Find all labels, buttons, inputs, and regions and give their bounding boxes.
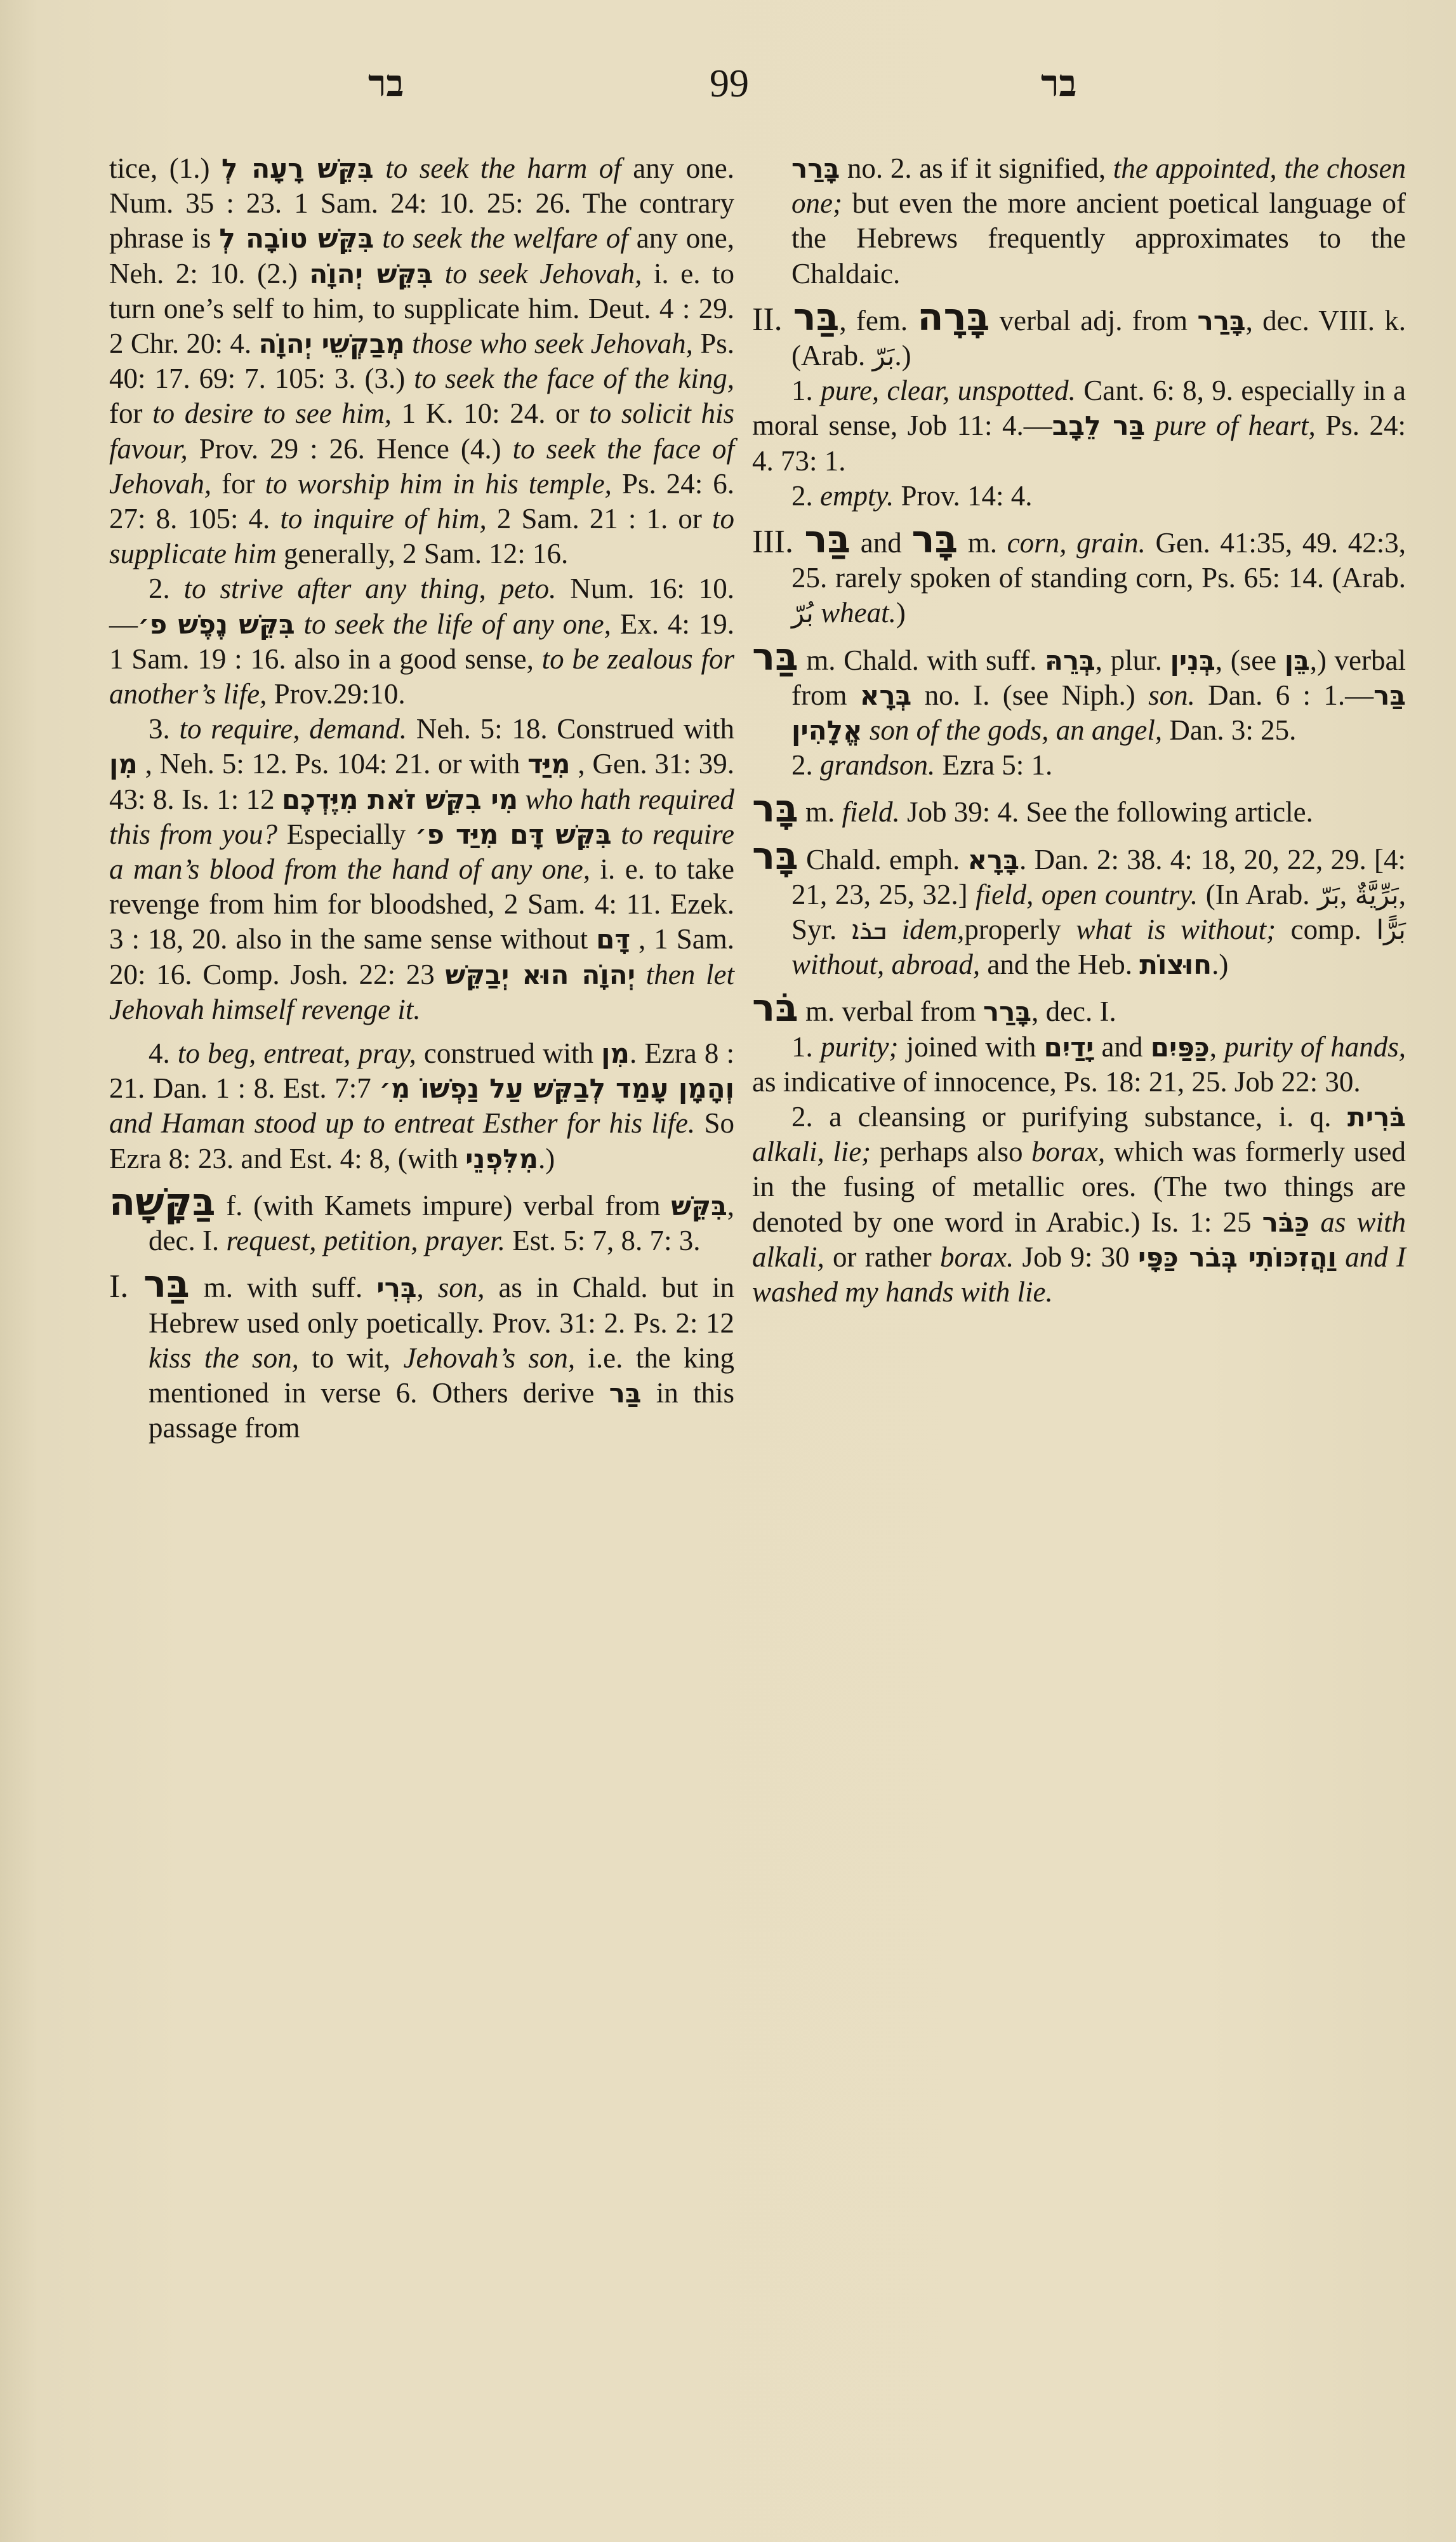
hebrew-word: בִּקֵּשׁ דָּם מִיַּד פ׳	[414, 818, 612, 850]
hebrew-headword: בַּר	[804, 517, 851, 562]
italic-gloss: borax.	[940, 1241, 1014, 1273]
italic-gloss: to seek the life of any one,	[295, 608, 611, 640]
text-run: perhaps also	[871, 1136, 1031, 1168]
italic-gloss: who hath required this from you?	[109, 783, 734, 850]
entry-continuation-bikkesh-sense-1	[109, 151, 734, 571]
italic-gloss: pure of heart,	[1145, 409, 1316, 442]
text-run: Num. 16: 10.—	[109, 573, 734, 640]
text-run: for	[211, 467, 265, 500]
entry-bakkashah	[109, 1180, 734, 1258]
italic-gloss: grandson.	[820, 749, 936, 782]
bor-sense-1	[752, 1030, 1406, 1100]
text-run: 2.	[149, 573, 184, 605]
text-run: So Ezra 8: 23. and Est. 4: 8, (with	[109, 1107, 734, 1175]
text-run: and the Heb.	[980, 948, 1140, 981]
hebrew-word: וְהָמָן עָמַד לְבַקֵּשׁ עַל נַפְשׁוֹ מִ׳	[379, 1073, 734, 1105]
hebrew-word: בִּקֵּשׁ רָעָה לְ	[222, 153, 374, 184]
text-run: . Dan. 2: 38. 4: 18, 20, 22, 29. [4: 21, 23, 25, 32.]	[791, 843, 1406, 910]
text-run: Ps. 24: 4. 73: 1.	[752, 409, 1406, 477]
text-run: 1.	[791, 375, 821, 407]
text-run: 2. a cleansing or purifying substance, i. q.	[791, 1101, 1348, 1133]
text-run: Prov. 29 : 26. Hence (4.)	[187, 432, 513, 465]
text-run: Especially	[277, 818, 415, 850]
italic-gloss: to strive after any thing, peto.	[183, 573, 557, 605]
italic-gloss: to solicit his favour,	[109, 397, 734, 465]
hebrew-word: כַּבֹּר	[1262, 1206, 1310, 1238]
text-run: i. e. to take revenge from him for bloodshed, 2 Sam. 4: 11. Ezek. 3 : 18, 20. also in the same sense without	[109, 853, 734, 955]
italic-gloss: to seek the face of the king,	[414, 363, 734, 395]
entry-bar-I-son	[109, 1262, 734, 1446]
hebrew-headword: בַּר	[752, 634, 798, 679]
italic-gloss: to inquire of him,	[280, 503, 487, 535]
entry-numeral: II.	[752, 301, 793, 338]
text-run: m.	[798, 796, 842, 828]
arabic-word: بَرًّا	[1376, 914, 1406, 946]
hebrew-headword: בָּר	[752, 834, 798, 879]
hebrew-word: בַּר לֵבָב	[1052, 410, 1146, 442]
hebrew-word: בְּרִי	[376, 1272, 417, 1304]
page-number: 99	[710, 62, 749, 105]
italic-gloss: as with alkali,	[752, 1206, 1406, 1273]
hebrew-word: בְּרָא	[859, 679, 912, 711]
hebrew-word: יָדַיִם	[1043, 1031, 1094, 1063]
text-run: , dec. VIII. k. (Arab.	[791, 304, 1406, 372]
italic-gloss: idem,	[887, 914, 965, 946]
hebrew-word: בִּקֵּשׁ נֶפֶשׁ פ׳	[138, 608, 295, 640]
hebrew-word: וַהֲזִכּוֹתִי בְּבֹר כַּפָּי	[1137, 1241, 1337, 1273]
italic-gloss: purity of hands,	[1224, 1030, 1406, 1063]
text-run: 3.	[149, 713, 180, 745]
text-run: 2 Sam. 21 : 1. or	[486, 503, 712, 535]
italic-gloss: to seek the welfare of	[374, 222, 628, 255]
text-run: Neh. 5: 18. Construed with	[407, 713, 735, 745]
text-run: ,	[416, 1272, 438, 1304]
hebrew-word: מִלִּפְנֵי	[465, 1143, 538, 1175]
text-run: joined with	[898, 1030, 1044, 1063]
text-run: any one. Num. 35 : 23. 1 Sam. 24: 10. 25: 26. The contrary phrase is	[109, 152, 735, 255]
text-run: 1.	[791, 1030, 821, 1063]
italic-gloss: to seek the face of Jehovah,	[109, 432, 734, 500]
text-run: but even the more ancient poetical language of the Hebrews frequently approximates to the Chaldaic.	[791, 187, 1406, 289]
text-run: tice, (1.)	[109, 152, 222, 184]
italic-gloss: then let Jehovah himself revenge it.	[109, 958, 734, 1025]
text-run: construed with	[416, 1037, 602, 1070]
italic-gloss: to require, demand.	[179, 713, 407, 745]
running-head	[0, 58, 1456, 109]
italic-gloss: to desire to see him,	[152, 397, 392, 430]
sense-2-strive	[109, 571, 734, 712]
italic-gloss: what is without;	[1076, 914, 1276, 946]
hebrew-headword: בֹּר	[752, 986, 798, 1031]
text-run: Dan. 6 : 1.—	[1195, 679, 1374, 711]
italic-gloss: to worship him in his temple,	[265, 467, 612, 500]
text-run: , Syr.	[791, 878, 1406, 946]
italic-gloss: Jehovah’s son,	[403, 1341, 576, 1374]
hebrew-word: בִּקֵּשׁ	[671, 1190, 727, 1221]
entry-bor-purity	[752, 986, 1406, 1031]
text-run: Prov.29:10.	[267, 678, 406, 710]
bar-II-sense-2	[752, 479, 1406, 514]
hebrew-word: בִּקֵּשׁ יְהוָֹה	[309, 258, 433, 289]
text-run: no. 2. as if it signified,	[840, 152, 1113, 184]
text-run: m. with suff.	[189, 1272, 377, 1304]
text-run: no. I. (see Niph.)	[911, 679, 1149, 711]
text-run: Cant. 6: 8, 9. especially in a moral sense, Job 11: 4.—	[752, 375, 1406, 442]
text-run: to wit,	[298, 1341, 404, 1374]
hebrew-word: בָּרַר	[1197, 305, 1246, 336]
hebrew-word: בָּרַר	[791, 153, 840, 184]
italic-gloss: kiss the son,	[149, 1341, 299, 1374]
italic-gloss: and Haman stood up to entreat Esther for his life.	[109, 1107, 696, 1140]
text-run: .)	[894, 340, 911, 372]
italic-gloss: to beg, entreat, pray,	[177, 1037, 416, 1070]
sense-4-beg	[109, 1036, 734, 1176]
hebrew-word: כַּפַּיִם	[1150, 1031, 1210, 1063]
text-run: i. e. to turn one’s self to him, to supplicate him. Deut. 4 : 29. 2 Chr. 20: 4.	[109, 257, 734, 360]
entry-bar-I-continuation	[752, 151, 1406, 291]
text-run: (In Arab.	[1198, 878, 1318, 910]
hebrew-word: מִן	[601, 1038, 630, 1070]
italic-gloss: to seek Jehovah,	[433, 257, 642, 289]
text-run: ,	[1339, 878, 1355, 910]
text-run: , (see	[1215, 644, 1285, 676]
text-run: comp.	[1276, 914, 1377, 946]
text-run: as in Chald. but in Hebrew used only poetically. Prov. 31: 2. Ps. 2: 12	[149, 1272, 734, 1339]
hebrew-word: בֹּרִית	[1347, 1101, 1406, 1133]
text-run: , dec. I.	[149, 1189, 734, 1257]
text-run: Ps. 40: 17. 69: 7. 105: 3. (3.)	[109, 328, 735, 395]
text-run: , fem.	[839, 304, 918, 336]
hebrew-headword: בָּר	[752, 787, 798, 832]
italic-gloss: to seek the harm of	[373, 152, 621, 184]
right-column	[752, 151, 1406, 1310]
text-run: 1 K. 10: 24. or	[392, 397, 590, 430]
text-run: in this passage from	[149, 1376, 734, 1444]
text-run: which was formerly used in the fusing of metallic ores. (The two things are denoted by one word in Arabic.) Is. 1: 25	[752, 1136, 1406, 1238]
entry-numeral: I.	[109, 1268, 144, 1305]
left-column	[109, 151, 734, 1446]
hebrew-word: בִּקֵּשׁ טוֹבָה לְ	[219, 223, 374, 255]
hebrew-word: מִי בִקֵּשׁ זֹאת מִיֶּדְכֶם	[282, 783, 519, 815]
hebrew-headword: בַּקָּשָׁה	[109, 1180, 216, 1225]
hebrew-word: בַּר אֱלָהִין	[791, 679, 1406, 747]
italic-gloss: without, abroad,	[791, 948, 981, 981]
italic-gloss: pure, clear, unspotted.	[821, 375, 1076, 407]
text-run: 4.	[149, 1037, 178, 1070]
italic-gloss: purity;	[820, 1030, 899, 1063]
text-run: Ezra 5: 1.	[935, 749, 1053, 782]
italic-gloss: field.	[842, 796, 900, 828]
text-run: verbal adj. from	[989, 304, 1198, 336]
text-run: or rather	[824, 1241, 941, 1273]
italic-gloss: field, open country.	[976, 878, 1198, 910]
text-run: Gen. 41:35, 49. 42:3, 25. rarely spoken of standing corn, Ps. 65: 14. (Arab.	[791, 527, 1406, 594]
hebrew-word: בֵּן	[1284, 644, 1310, 676]
entry-bar-chaldee-field	[752, 834, 1406, 983]
running-head-right-word: בר	[1041, 63, 1077, 104]
text-run: , Gen. 31: 39. 43: 8. Is. 1: 12	[109, 748, 734, 815]
italic-gloss: son,	[437, 1272, 485, 1304]
text-run: , Neh. 5: 12. Ps. 104: 21. or with	[137, 748, 528, 780]
italic-gloss: wheat.	[813, 597, 896, 629]
text-run: , 1 Sam. 20: 16. Comp. Josh. 22: 23	[109, 923, 734, 990]
italic-gloss: those who seek Jehovah,	[404, 328, 693, 360]
text-run: and	[1094, 1030, 1151, 1063]
italic-gloss: the appointed, the chosen one;	[791, 152, 1406, 220]
text-run: Chald. emph.	[798, 843, 968, 875]
hebrew-headword: בַּר	[143, 1262, 190, 1307]
text-run: )	[896, 597, 906, 629]
text-run: as indicative of innocence, Ps. 18: 21, 25. Job 22: 30.	[752, 1065, 1361, 1098]
italic-gloss: corn, grain.	[1007, 527, 1146, 559]
italic-gloss: request, petition, prayer.	[226, 1225, 505, 1257]
text-run: Ps. 24: 6. 27: 8. 105: 4.	[109, 467, 734, 535]
hebrew-word: דָּם	[596, 924, 631, 955]
italic-gloss: alkali, lie;	[752, 1136, 871, 1168]
text-run: , plur.	[1095, 644, 1170, 676]
hebrew-word: בְּרֵהּ	[1045, 644, 1095, 676]
text-run: properly	[964, 914, 1076, 946]
hebrew-word: חוּצוֹת	[1139, 949, 1212, 981]
text-run: i.e. the king mentioned in verse 6. Others derive	[149, 1341, 734, 1409]
text-run: . Ezra 8 : 21. Dan. 1 : 8. Est. 7:7	[109, 1037, 735, 1105]
bor-sense-2	[752, 1100, 1406, 1310]
text-run: 2.	[791, 749, 820, 782]
bar-II-sense-1	[752, 373, 1406, 479]
text-run: .)	[1212, 948, 1229, 981]
text-run: Est. 5: 7, 8. 7: 3.	[505, 1225, 701, 1257]
entry-bar-III-corn	[752, 517, 1406, 631]
entry-bar-chaldee-son	[752, 634, 1406, 749]
text-run: f. (with Kamets impure) verbal from	[215, 1189, 672, 1221]
italic-gloss: to be zealous for another’s life,	[109, 642, 734, 710]
text-run: Job 9: 30	[1014, 1241, 1138, 1273]
hebrew-word: בָּרַר	[983, 996, 1032, 1028]
text-run: ,) verbal from	[791, 644, 1406, 711]
entry-bar-II-pure	[752, 295, 1406, 373]
text-run: m.	[958, 527, 1007, 559]
text-run: , dec. I.	[1031, 995, 1116, 1028]
arabic-word: ܒܪܐ	[851, 914, 887, 946]
hebrew-word: מְבַקְשֵׁי יְהוָֹה	[258, 328, 405, 360]
text-run: Prov. 14: 4.	[894, 479, 1033, 512]
hebrew-word: יְהוָֹה הוּא יְבַקֵּשׁ	[445, 959, 635, 990]
italic-gloss: son of the gods, an angel,	[862, 714, 1163, 747]
entry-bar-field	[752, 787, 1406, 832]
italic-gloss: borax,	[1031, 1136, 1106, 1168]
text-run: for	[109, 397, 153, 430]
text-run: generally, 2 Sam. 12: 16.	[276, 538, 569, 570]
hebrew-headword: בַּר	[793, 295, 840, 340]
italic-gloss: to require a man’s blood from the hand of any one,	[109, 818, 734, 886]
text-run: m. Chald. with suff.	[798, 644, 1045, 676]
italic-gloss: empty.	[820, 479, 894, 512]
arabic-word: بَرّ	[872, 340, 895, 372]
sense-3-require	[109, 712, 734, 1027]
text-run: Ex. 4: 19. 1 Sam. 19 : 16. also in a good sense,	[109, 608, 734, 675]
hebrew-word: בְּנִין	[1170, 644, 1215, 676]
italic-gloss: to supplicate him	[109, 503, 734, 570]
entry-numeral: III.	[752, 524, 805, 561]
arabic-word: بَرّ	[1318, 879, 1340, 910]
text-run: .)	[538, 1142, 555, 1175]
text-run: any one, Neh. 2: 10. (2.)	[109, 222, 734, 289]
text-run: Job 39: 4. See the following article.	[899, 796, 1313, 828]
arabic-word: بَرِّيَّةٌ	[1354, 879, 1399, 910]
hebrew-word: מִיַּד	[527, 749, 571, 780]
text-run: m. verbal from	[798, 995, 983, 1028]
text-run: and	[850, 527, 912, 559]
italic-gloss: and I washed my hands with lie.	[752, 1241, 1406, 1308]
text-run: Dan. 3: 25.	[1162, 714, 1297, 747]
bar-chaldee-sense-2	[752, 748, 1406, 783]
text-run: 2.	[791, 479, 820, 512]
hebrew-word: מִן	[109, 749, 138, 780]
italic-gloss: son.	[1148, 679, 1195, 711]
text-run: ,	[1209, 1030, 1225, 1063]
hebrew-word: בַּר	[609, 1377, 642, 1409]
hebrew-word: בָּרָא	[967, 844, 1019, 875]
running-head-left-word: בר	[368, 63, 404, 104]
hebrew-headword: בָּר	[911, 517, 958, 562]
hebrew-headword: בָּרָה	[917, 295, 990, 340]
arabic-word: بُرّ	[791, 597, 814, 629]
